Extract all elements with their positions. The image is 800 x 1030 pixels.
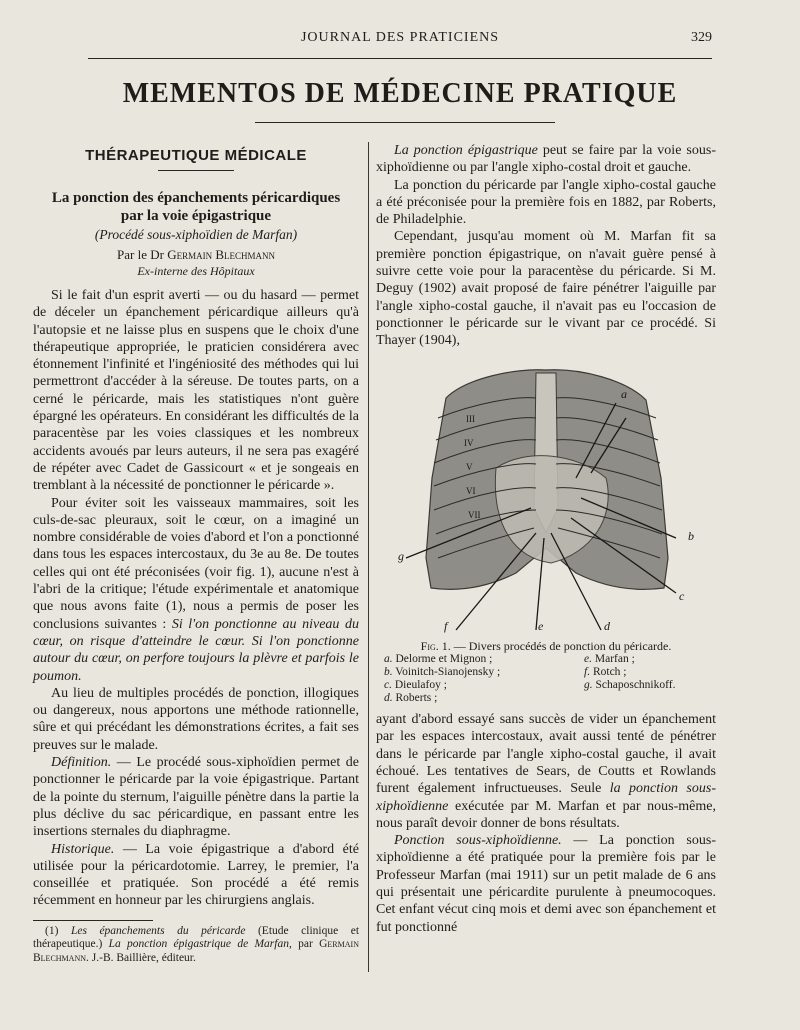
section-rule xyxy=(158,170,234,171)
footnote-rule xyxy=(33,920,153,921)
author-name: Germain Blechmann xyxy=(167,247,275,262)
legend-item: e. Marfan ; xyxy=(584,653,635,666)
label-rib-III: III xyxy=(466,413,475,424)
legend-item: c. Dieulafoy ; xyxy=(384,679,447,692)
article-subtitle: (Procédé sous-xiphoïdien de Marfan) xyxy=(94,227,298,242)
paragraph-methods-text: Pour éviter soit les vaisseaux mammaires, soit les culs-de-sac pleuraux, soit le cœur, on a imaginé un nombre considérable de voies d'abord et l'on a ponctionné dans tous les espaces intercostaux, du 3e au 8e. De toutes celles qui ont été préconisées (voir fig. 1), aucune n'est à l'abri de la critique; l'étude expérimentale et anatomique que nous avons faite (1), nous a permis de poser les conclusions suivantes : xyxy=(33,495,359,632)
column-divider xyxy=(368,142,369,972)
running-head xyxy=(0,30,800,50)
article-title-line2: par la voie épigastrique xyxy=(120,208,272,224)
attempts-italic: la ponction sous-xiphoïdienne xyxy=(376,781,716,814)
author-role: Ex-interne des Hôpitaux xyxy=(137,264,255,278)
article-title xyxy=(33,189,359,225)
history-label: Historique. xyxy=(51,841,115,857)
definition-text: — Le procédé sous-xiphoïdien permet de ponctionner le péricarde par la voie épigastrique. Partant de la pointe du sternum, l'aiguille pénètre dans la partie la plus déclive du sac péricardique, en passant entre les insertions sternales du diaphragme. xyxy=(33,755,359,840)
label-rib-VI: VI xyxy=(466,485,476,496)
label-rib-VII: VII xyxy=(468,509,481,520)
legend-item: d. Roberts ; xyxy=(384,692,438,705)
paragraph-marfan: Cependant, jusqu'au moment où M. Marfan fit sa première ponction épigastrique, on n'avait guère pensé à suivre cette voie pour la paracentèse du péricarde. Si M. Deguy (1902) avait proposé de faire pénétrer l'aiguille par l'angle xipho-costal gauche, il n'avait pas eu l'occasion de ponctionner le péricarde sur le vivant par ce procédé. Si Thayer (1904), xyxy=(376,229,716,349)
footnote-text2: , par xyxy=(288,938,320,951)
definition-label: Définition. xyxy=(51,755,112,771)
caption-title xyxy=(376,640,716,654)
thorax-diagram xyxy=(376,358,716,638)
section-heading: THÉRAPEUTIQUE MÉDICALE xyxy=(85,147,307,164)
label-c: c xyxy=(679,588,685,603)
article-title-line1: La ponction des épanchements péricardiques xyxy=(51,190,341,206)
paragraph-subxiphoid xyxy=(376,832,716,936)
figure-thorax xyxy=(376,358,716,638)
subxiphoid-label: Ponction sous-xiphoïdienne. xyxy=(394,833,562,849)
legend-item: g. Schaposchnikoff. xyxy=(584,679,676,692)
footnote-title2: La ponction épigastrique de Marfan xyxy=(108,938,289,951)
footnote-text1: (Etude clinique et thérapeutique.) xyxy=(33,924,360,951)
paragraph-roberts: La ponction du péricarde par l'angle xipho-costal gauche a été préconisée pour la première fois en 1882, par Roberts, de Philadelphie. xyxy=(376,177,716,228)
caption-label: Fig. 1. xyxy=(420,638,451,653)
label-a: a xyxy=(621,386,627,401)
subxiphoid-text: — La ponction sous-xiphoïdienne a été pratiquée pour la première fois par le Professeur Marfan (mai 1911) sur un petit malade de 6 ans qui présentait une péricardite purulente à pneumocoques. Cet enfant vécut cinq mois et demi avec son épanchement et fut ponctionné xyxy=(376,833,716,935)
history-text: — La voie épigastrique a d'abord été utilisée pour la péricardotomie. Larrey, le premier, l'a conseillée et pratiquée. Son procédé a été remis récemment en honneur par les chirurgiens anglais. xyxy=(33,841,359,909)
article-author xyxy=(33,247,359,263)
paragraph-definition xyxy=(33,754,359,840)
epigastric-label: La ponction épigastrique xyxy=(394,143,538,158)
label-b: b xyxy=(688,528,694,543)
footnote-text3: . J.-B. Baillière, éditeur. xyxy=(86,951,196,964)
right-column xyxy=(376,142,716,936)
left-column xyxy=(33,142,359,965)
footnote-title1: Les épanchements du péricarde xyxy=(70,924,246,937)
legend-item: b. Voinitch-Sianojensky ; xyxy=(384,666,501,679)
paragraph-epigastric xyxy=(376,142,716,177)
paragraph-methods-conclusion: Si l'on ponctionne au niveau du cœur, on risque d'atteindre le cœur. Si l'on ponctionne autour du cœur, on perfore toujours la plèvre et parfois le poumon. xyxy=(33,616,359,684)
label-g: g xyxy=(398,548,404,563)
header-rule xyxy=(88,58,712,59)
attempts-text: ayant d'abord essayé sans succès de vider un épanchement par les espaces intercostaux, avait aussi tenté de pénétrer dans le péricarde par l'angle xipho-costal gauche, il avait échoué. Les tentatives de Sears, de Coutts et Rowlands furent également infructueuses. Seule xyxy=(376,712,716,797)
paragraph-proposal: Au lieu de multiples procédés de ponction, illogiques ou dangereux, nous apportons une méthode rationnelle, sûre et qui précédant les démonstrations écrites, a fait ses preuves sur le malade. xyxy=(33,685,359,753)
title-rule xyxy=(255,122,555,123)
label-d: d xyxy=(604,618,610,633)
label-rib-IV: IV xyxy=(464,437,474,448)
main-title: MEMENTOS DE MÉDECINE PRATIQUE xyxy=(122,78,678,109)
page-number: 329 xyxy=(691,30,712,45)
journal-title: JOURNAL DES PRATICIENS xyxy=(300,30,500,45)
footnote-marker: (1) xyxy=(45,924,59,937)
footnote xyxy=(33,925,359,966)
legend-item: f. Rotch ; xyxy=(584,666,627,679)
attempts-end: exécutée par M. Marfan et par nous-même, nous paraît devoir donner de bons résultats. xyxy=(376,798,716,831)
author-prefix: Par le Dr xyxy=(117,247,164,262)
footnote-author: Germain Blechmann xyxy=(33,938,359,964)
label-f: f xyxy=(444,618,448,633)
caption-text: — Divers procédés de ponction du péricarde. xyxy=(450,638,672,653)
label-e: e xyxy=(538,618,544,633)
paragraph-attempts xyxy=(376,711,716,832)
paragraph-intro: Si le fait d'un esprit averti — ou du hasard — permet de déceler un épanchement péricardique ailleurs qu'à l'autopsie et ne laisse plus en suspens que le choix d'une thérapeutique appropriée, le praticien considérera avec étonnement l'infinité et l'ingéniosité des méthodes qui lui permettront d'accéder à la séreuse. De toutes parts, on a cerné le péricarde, mais les statistiques n'ont guère épargné les opérateurs. En considérant les difficultés de la paracentèse par les voies classiques et les nombreux accidents avoués par leurs auteurs, il ne sera pas exagéré de répéter avec Cadet de Gassicourt « et je songeais en tremblant à la nécessité de ponctionner le péricarde ». xyxy=(33,288,359,494)
figure-caption xyxy=(376,640,716,706)
paragraph-history xyxy=(33,841,359,910)
label-rib-V: V xyxy=(466,461,473,472)
epigastric-text: peut se faire par la voie sous-xiphoïdienne ou par l'angle xipho-costal droit et gauche. xyxy=(376,143,716,176)
legend-item: a. Delorme et Mignon ; xyxy=(384,653,493,666)
paragraph-methods xyxy=(33,495,359,685)
figure-legend xyxy=(376,653,716,705)
